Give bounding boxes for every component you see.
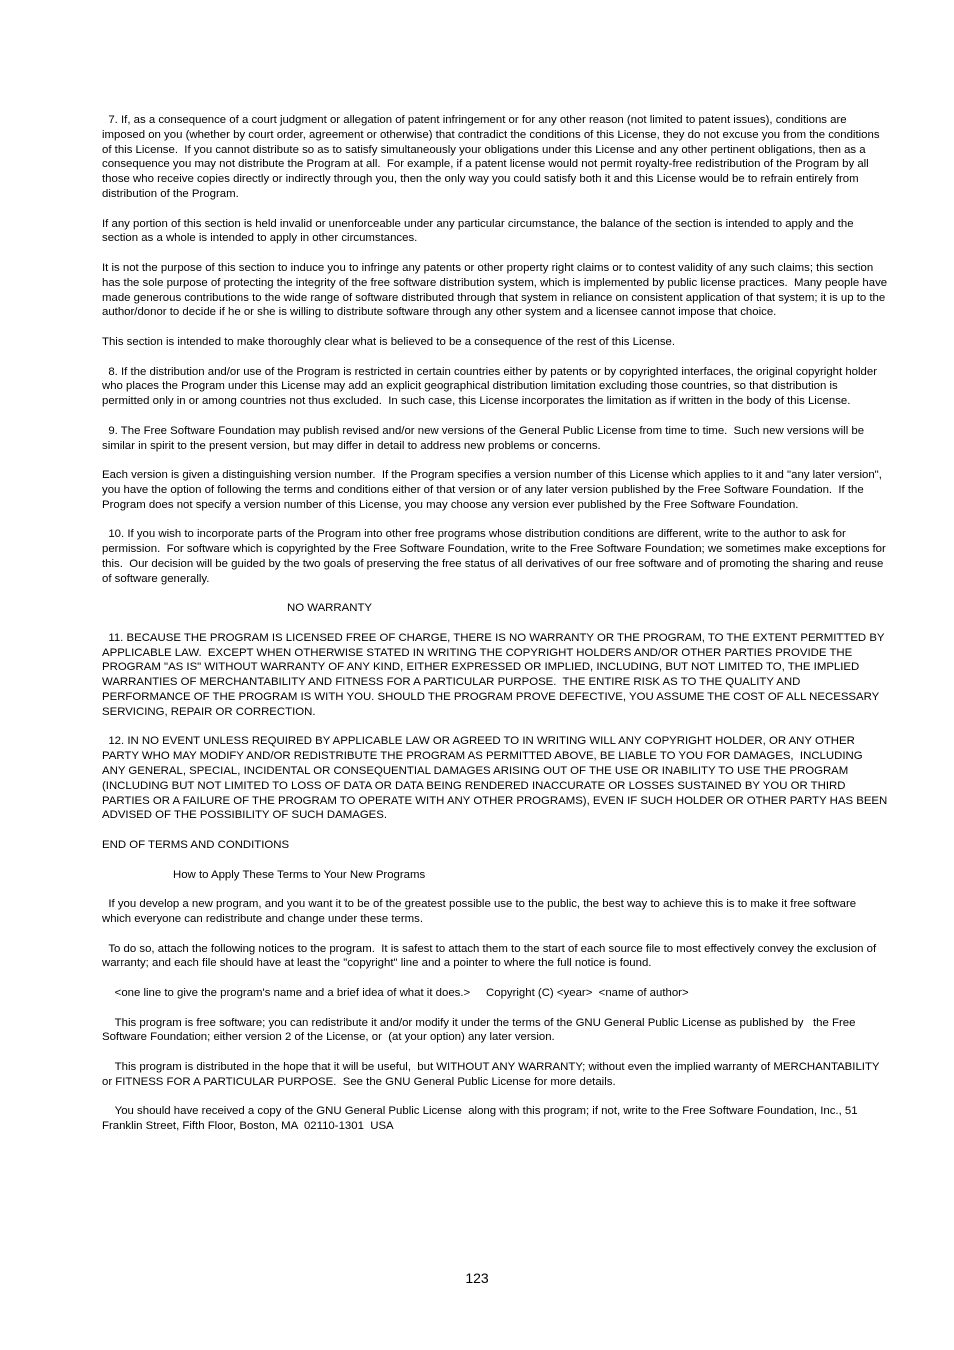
notice-copy-received-paragraph: You should have received a copy of the GNU General Public License along with this program; if not, write to the Free Software Foundation, Inc., 51 Franklin Street, Fifth Floor, Boston, MA 02110-1301 USA	[102, 1105, 861, 1133]
page-number: 123	[465, 1270, 489, 1286]
document-body	[102, 113, 891, 1149]
section-9-paragraph: 9. The Free Software Foundation may publish revised and/or new versions of the General Public License from time to time. Such new versions will be similar in spirit to the present version, but may differ in detail to address new problems or concerns.	[102, 424, 868, 452]
how-to-apply-heading: How to Apply These Terms to Your New Programs	[173, 868, 426, 881]
section-11-paragraph: 11. BECAUSE THE PROGRAM IS LICENSED FREE OF CHARGE, THERE IS NO WARRANTY OR THE PROGRAM, TO THE EXTENT PERMITTED BY APPLICABLE LAW. EXCEPT WHEN OTHERWISE STATED IN WRITING THE COPYRIGHT HOLDERS AND/OR OTHER PARTIES PROVIDE THE PROGRAM "AS IS" WITHOUT WARRANTY OF ANY KIND, EITHER EXPRESSED OR IMPLIED, INCLUDING, BUT NOT LIMITED TO, THE IMPLIED WARRANTIES OF MERCHANTABILITY AND FITNESS FOR A PARTICULAR PURPOSE. THE ENTIRE RISK AS TO THE QUALITY AND PERFORMANCE OF THE PROGRAM IS WITH YOU. SHOULD THE PROGRAM PROVE DEFECTIVE, YOU ASSUME THE COST OF ALL NECESSARY SERVICING, REPAIR OR CORRECTION.	[102, 631, 887, 718]
apply-attach-paragraph: To do so, attach the following notices to the program. It is safest to attach them to the start of each source file to most effectively convey the exclusion of warranty; and each file should have at least the "copyright" line and a pointer to where the full notice is found.	[102, 942, 880, 970]
section-7-purpose-paragraph: It is not the purpose of this section to induce you to infringe any patents or other property right claims or to contest validity of any such claims; this section has the sole purpose of protecting the integrity of the free software distribution system, which is implemented by public license practices. Many people have made generous contributions to the wide range of software distributed through that system in reliance on consistent application of that system; it is up to the author/donor to decide if he or she is willing to distribute software through any other system and a licensee cannot impose that choice.	[102, 261, 891, 319]
no-warranty-heading: NO WARRANTY	[287, 602, 373, 615]
section-8-paragraph: 8. If the distribution and/or use of the Program is restricted in certain countries either by patents or by copyrighted interfaces, the original copyright holder who places the Program under this License may add an explicit geographical distribution limitation excluding those countries, so that distribution is permitted only in or among countries not thus excluded. In such case, this License incorporates the limitation as if written in the body of this License.	[102, 365, 881, 408]
section-12-paragraph: 12. IN NO EVENT UNLESS REQUIRED BY APPLICABLE LAW OR AGREED TO IN WRITING WILL ANY COPYRIGHT HOLDER, OR ANY OTHER PARTY WHO MAY MODIFY AND/OR REDISTRIBUTE THE PROGRAM AS PERMITTED ABOVE, BE LIABLE TO YOU FOR DAMAGES, INCLUDING ANY GENERAL, SPECIAL, INCIDENTAL OR CONSEQUENTIAL DAMAGES ARISING OUT OF THE USE OR INABILITY TO USE THE PROGRAM (INCLUDING BUT NOT LIMITED TO LOSS OF DATA OR DATA BEING RENDERED INACCURATE OR LOSSES SUSTAINED BY YOU OR THIRD PARTIES OR A FAILURE OF THE PROGRAM TO OPERATE WITH ANY OTHER PROGRAMS), EVEN IF SUCH HOLDER OR OTHER PARTY HAS BEEN ADVISED OF THE POSSIBILITY OF SUCH DAMAGES.	[102, 735, 890, 822]
notice-program-name-line: <one line to give the program's name and a brief idea of what it does.> Copyright (C) <year> <name of author>	[102, 987, 689, 1000]
section-7-paragraph: 7. If, as a consequence of a court judgment or allegation of patent infringement or for any other reason (not limited to patent issues), conditions are imposed on you (whether by court order, agreement or otherwise) that contradict the conditions of this License, they do not excuse you from the conditions of this License. If you cannot distribute so as to satisfy simultaneously your obligations under this License and any other pertinent obligations, then as a consequence you may not distribute the Program at all. For example, if a patent license would not permit royalty-free redistribution of the Program by all those who receive copies directly or indirectly through you, then the only way you could satisfy both it and this License would be to refrain entirely from distribution of the Program.	[102, 114, 883, 200]
section-10-paragraph: 10. If you wish to incorporate parts of the Program into other free programs whose distribution conditions are different, write to the author to ask for permission. For software which is copyrighted by the Free Software Foundation, write to the Free Software Foundation; we sometimes make exceptions for this. Our decision will be guided by the two goals of preserving the free status of all derivatives of our free software and of promoting the sharing and reuse of software generally.	[102, 528, 889, 585]
end-of-terms-heading: END OF TERMS AND CONDITIONS	[102, 839, 290, 852]
notice-free-software-paragraph: This program is free software; you can redistribute it and/or modify it under the terms of the GNU General Public License as published by the Free Software Foundation; either version 2 of the License, or (at your option) any later version.	[102, 1016, 859, 1044]
section-7-intent-paragraph: This section is intended to make thoroughly clear what is believed to be a consequence of the rest of this License.	[102, 335, 676, 348]
section-7-invalid-portion-paragraph: If any portion of this section is held invalid or unenforceable under any particular circumstance, the balance of the section is intended to apply and the section as a whole is intended to apply in other circumstances.	[102, 217, 857, 245]
section-9-version-paragraph: Each version is given a distinguishing version number. If the Program specifies a version number of this License which applies to it and "any later version", you have the option of following the terms and conditions either of that version or of any later version published by the Free Software Foundation. If the Program does not specify a version number of this License, you may choose any version ever published by the Free Software Foundation.	[102, 469, 886, 511]
apply-intro-paragraph: If you develop a new program, and you want it to be of the greatest possible use to the public, the best way to achieve this is to make it free software which everyone can redistribute and change under these terms.	[102, 898, 860, 926]
notice-no-warranty-paragraph: This program is distributed in the hope that it will be useful, but WITHOUT ANY WARRANTY; without even the implied warranty of MERCHANTABILITY or FITNESS FOR A PARTICULAR PURPOSE. See the GNU General Public License for more details.	[102, 1061, 883, 1088]
